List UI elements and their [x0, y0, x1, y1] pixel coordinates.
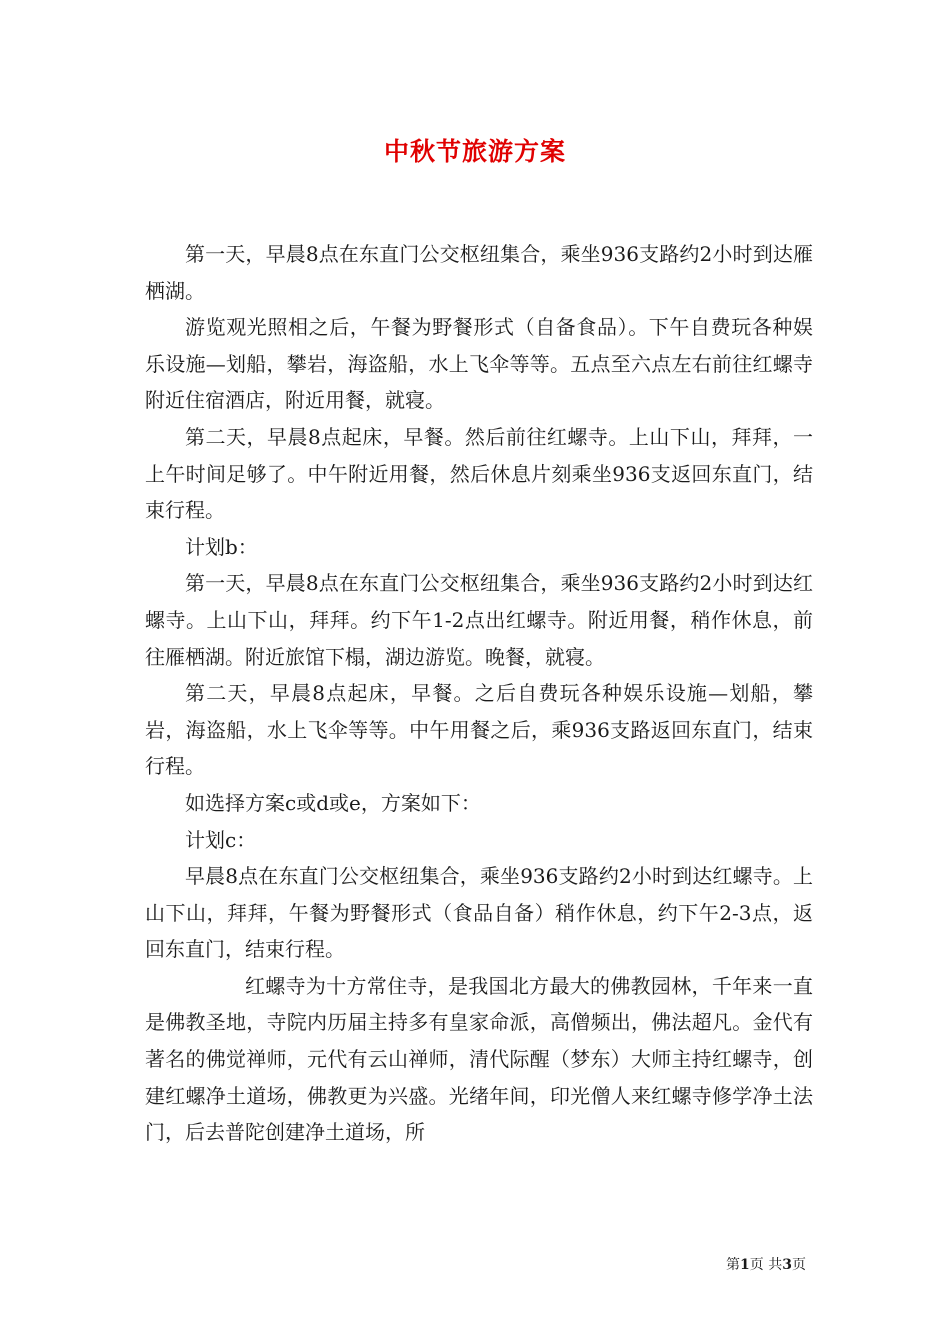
heading-plan-b: 计划b：	[185, 534, 258, 559]
paragraph-day2-plan-b: 第二天，早晨8点起床，早餐。之后自费玩各种娱乐设施—划船，攀岩，海盗船，水上飞伞等等。中午用餐之后，乘936支路返回东直门，结束行程。	[145, 681, 813, 779]
page-number-middle: 页 共	[749, 1257, 783, 1273]
paragraph-day2-plan-a: 第二天，早晨8点起床，早餐。然后前往红螺寺。上山下山，拜拜，一上午时间足够了。中午附近用餐，然后休息片刻乘坐936支返回东直门，结束行程。	[145, 424, 813, 523]
paragraph-plan-c: 早晨8点在东直门公交枢纽集合，乘坐936支路约2小时到达红螺寺。上山下山，拜拜，午餐为野餐形式（食品自备）稍作休息，约下午2-3点，返回东直门，结束行程。	[145, 864, 813, 962]
page-number-current: 1	[740, 1257, 750, 1273]
paragraph-hongluo-temple: 红螺寺为十方常住寺，是我国北方最大的佛教园林，千年来一直是佛教圣地，寺院内历届主持多有皇家命派，高僧频出，佛法超凡。金代有著名的佛觉禅师，元代有云山禅师，清代际醒（梦东）大师主持红螺寺，创建红螺净土道场，佛教更为兴盛。光绪年间，印光僧人来红螺寺修学净土法门，后去普陀创建净土道场，所	[145, 973, 813, 1145]
paragraph-day1-plan-a: 第一天，早晨8点在东直门公交枢纽集合，乘坐936支路约2小时到达雁栖湖。	[145, 242, 813, 303]
document-body	[145, 236, 813, 1151]
paragraph-day1-activities: 游览观光照相之后，午餐为野餐形式（自备食品）。下午自费玩各种娱乐设施—划船，攀岩，海盗船，水上飞伞等等。五点至六点左右前往红螺寺附近住宿酒店，附近用餐，就寝。	[145, 315, 813, 413]
page-number-suffix: 页	[792, 1257, 806, 1273]
page-number-prefix: 第	[726, 1257, 741, 1273]
page-number-total: 3	[782, 1257, 792, 1273]
page-number	[726, 1254, 806, 1274]
heading-plan-c: 计划c：	[185, 827, 257, 852]
paragraph-day1-plan-b: 第一天，早晨8点在东直门公交枢纽集合，乘坐936支路约2小时到达红螺寺。上山下山，拜拜。约下午1-2点出红螺寺。附近用餐，稍作休息，前往雁栖湖。附近旅馆下榻，湖边游览。晚餐，就寝。	[145, 571, 813, 669]
paragraph-options-intro: 如选择方案c或d或e，方案如下：	[185, 790, 481, 815]
document-title: 中秋节旅游方案	[383, 137, 566, 166]
